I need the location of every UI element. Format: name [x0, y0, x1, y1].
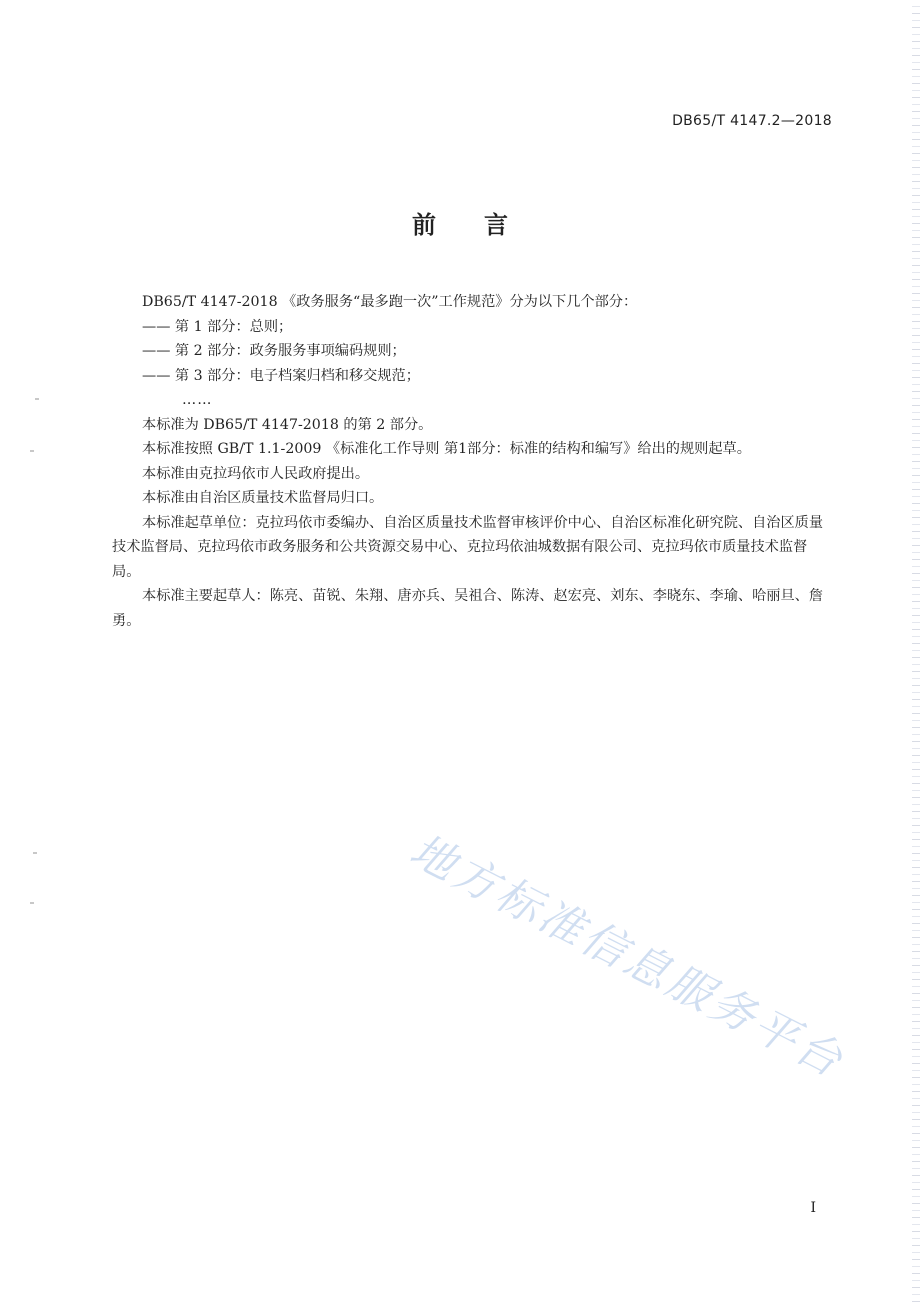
scan-speck	[33, 852, 37, 854]
scan-speck	[30, 902, 34, 904]
drafters-paragraph: 本标准主要起草人：陈亮、苗锐、朱翔、唐亦兵、吴祖合、陈涛、赵宏亮、刘东、李晓东、李瑜、哈丽旦、詹勇。	[112, 588, 824, 629]
drafting-units-paragraph: 本标准起草单位：克拉玛依市委编办、自治区质量技术监督审核评价中心、自治区标准化研究院、自治区质量技术监督局、克拉玛依市政务服务和公共资源交易中心、克拉玛依油城数据有限公司、克拉玛依市质量技术监督局。	[112, 514, 824, 580]
this-part-paragraph: 本标准为 DB65/T 4147-2018 的第 2 部分。	[142, 416, 433, 433]
foreword-body	[112, 290, 832, 633]
proposed-by-paragraph: 本标准由克拉玛依市人民政府提出。	[142, 465, 370, 482]
drafting-rule-paragraph: 本标准按照 GB/T 1.1-2009 《标准化工作导则 第1部分：标准的结构和编写》给出的规则起草。	[142, 441, 751, 457]
page-number: I	[810, 1200, 816, 1216]
scan-edge-artifact	[912, 0, 920, 1302]
intro-paragraph: DB65/T 4147-2018 《政务服务“最多跑一次”工作规范》分为以下几个部分：	[142, 294, 638, 310]
watermark-text: 地方标准信息服务平台	[401, 824, 853, 1089]
section-title: 前言	[412, 211, 556, 239]
document-code: DB65/T 4147.2—2018	[672, 113, 832, 129]
scan-speck	[30, 450, 34, 452]
centralized-by-paragraph: 本标准由自治区质量技术监督局归口。	[142, 490, 384, 506]
part-item-3: —— 第 3 部分：电子档案归档和移交规范；	[142, 367, 420, 384]
part-item-2: —— 第 2 部分：政务服务事项编码规则；	[142, 343, 406, 359]
part-ellipsis: ……	[182, 392, 213, 408]
part-item-1: —— 第 1 部分：总则；	[142, 318, 293, 335]
scan-speck	[35, 398, 39, 400]
